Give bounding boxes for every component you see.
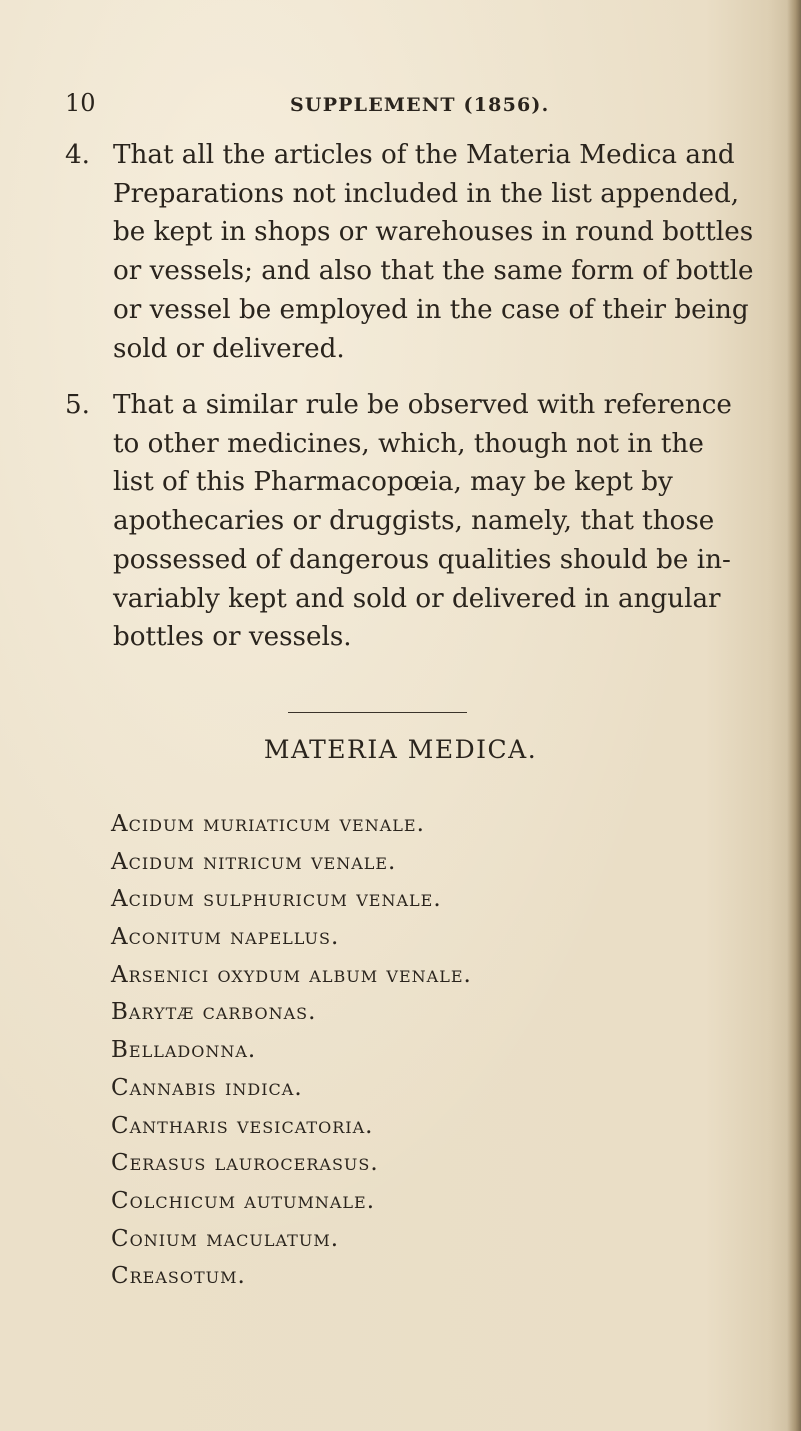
paragraph-line: That all the articles of the Materia Medica and <box>113 140 735 170</box>
list-item: Belladonna. <box>111 1037 257 1064</box>
list-item: Cannabis indica. <box>111 1074 303 1101</box>
paragraph-4 <box>65 136 754 368</box>
paragraph-line: Preparations not included in the list appended, <box>113 178 740 209</box>
list-item: Creasotum. <box>111 1263 246 1290</box>
list-item: Colchicum autumnale. <box>111 1187 376 1214</box>
page-number: 10 <box>65 89 96 117</box>
paragraph-line: possessed of dangerous qualities should be in- <box>113 544 731 575</box>
running-head-title: SUPPLEMENT (1856). <box>290 94 550 116</box>
list-item: Aconitum napellus. <box>111 924 340 951</box>
page-edge-shadow <box>787 0 801 1431</box>
paragraph-line: be kept in shops or warehouses in round bottles <box>113 217 754 248</box>
list-item: Conium maculatum. <box>111 1225 340 1252</box>
paragraph-line: apothecaries or druggists, namely, that those <box>113 506 715 537</box>
paragraph-line: to other medicines, which, though not in the <box>113 428 704 459</box>
materia-medica-list <box>111 806 472 1296</box>
section-divider-rule <box>288 712 467 713</box>
paragraph-number: 4. <box>65 140 90 170</box>
paragraph-line: sold or delivered. <box>113 333 345 364</box>
paragraph-line: That a similar rule be observed with reference <box>113 390 732 420</box>
paragraph-line: bottles or vessels. <box>113 622 352 653</box>
list-item: Cantharis vesicatoria. <box>111 1112 374 1139</box>
list-item: Arsenici oxydum album venale. <box>111 961 472 988</box>
section-heading: MATERIA MEDICA. <box>263 735 538 764</box>
paragraph-line: or vessels; and also that the same form of bottle <box>113 256 754 287</box>
paragraph-line: list of this Pharmacopœia, may be kept by <box>113 467 673 498</box>
list-item: Acidum nitricum venale. <box>111 848 397 875</box>
paragraph-line: variably kept and sold or delivered in angular <box>113 583 721 614</box>
list-item: Barytæ carbonas. <box>111 999 317 1026</box>
paragraph-line: or vessel be employed in the case of their being <box>113 294 749 325</box>
paragraph-body <box>65 386 745 657</box>
list-item: Acidum sulphuricum venale. <box>111 886 442 913</box>
list-item: Cerasus laurocerasus. <box>111 1150 379 1177</box>
paragraph-body <box>65 136 754 368</box>
list-item: Acidum muriaticum venale. <box>111 811 425 837</box>
running-head <box>0 88 801 118</box>
paragraph-number: 5. <box>65 390 90 420</box>
paragraph-5 <box>65 386 745 657</box>
